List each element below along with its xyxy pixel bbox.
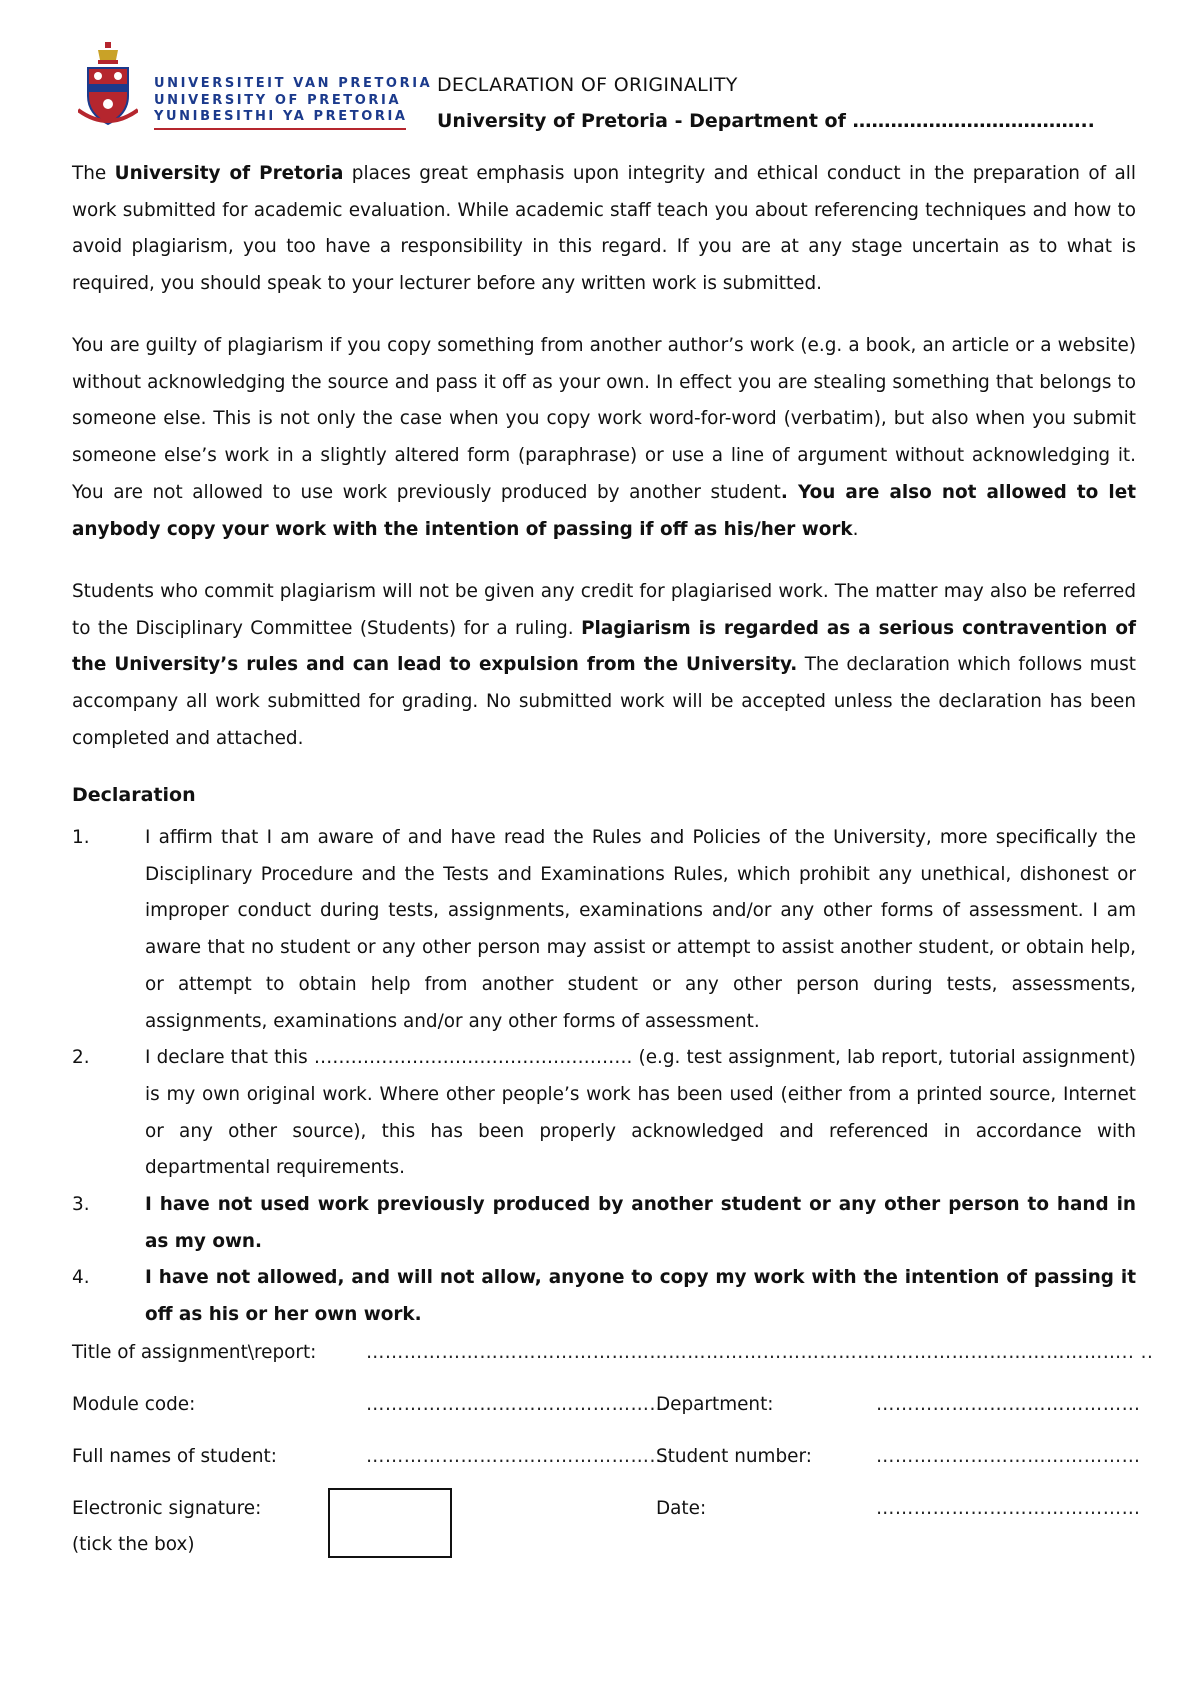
signature-hint: (tick the box): [72, 1534, 195, 1555]
university-name-english: UNIVERSITY OF PRETORIA: [154, 92, 402, 108]
item-text: I affirm that I am aware of and have read the Rules and Policies of the University, more specifically the Disciplinary Procedure and the Tests and Examinations Rules, which prohibit any unethical, dishonest or improper conduct during tests, assignments, examinations and/or any other forms of assessment. I am aware that no student or any other person may assist or attempt to assist another student, or obtain help, or attempt to obtain help from another student or any other person during tests, assessments, assignments, examinations and/or any other forms of assessment.: [145, 827, 1136, 1032]
student-number-label: Student number:: [656, 1446, 812, 1467]
item-number: 4.: [72, 1267, 90, 1289]
item-text: I declare that this ……………………………………………. (e.g. test assignment, lab report, tutorial assignment) is my own original work. Where other people’s work has been used (either from a printed source, Internet or any other source), this has been properly acknowledged and referenced in accordance with departmental requirements.: [145, 1047, 1136, 1179]
declaration-item: [72, 1187, 1136, 1260]
document-title: DECLARATION OF ORIGINALITY: [437, 74, 738, 96]
full-names-field[interactable]: …………………………………………: [366, 1446, 669, 1467]
signature-checkbox[interactable]: [328, 1488, 452, 1558]
module-code-label: Module code:: [72, 1394, 196, 1415]
declaration-item: [72, 1040, 1136, 1187]
title-label: Title of assignment\report:: [72, 1342, 317, 1363]
university-name-afrikaans: UNIVERSITEIT VAN PRETORIA: [154, 76, 433, 91]
item-number: 3.: [72, 1194, 90, 1216]
declaration-item: [72, 820, 1136, 1040]
intro-paragraph-3: Students who commit plagiarism will not be given any credit for plagiarised work. The matter may also be referred to the Disciplinary Committee (Students) for a ruling. Plagiarism is regarded as a serious contravention of the University’s rules and can lead to expulsion from the University. The declaration which follows must accompany all work submitted for grading. No submitted work will be accepted unless the declaration has been completed and attached.: [72, 581, 1136, 749]
signature-label: Electronic signature:: [72, 1498, 262, 1519]
title-field[interactable]: ………………………………………………………………………………………………………….. ..: [366, 1342, 1154, 1363]
declaration-heading: Declaration: [72, 784, 196, 806]
module-code-field[interactable]: …………………………………………: [366, 1394, 669, 1415]
date-field[interactable]: ……………………………………: [876, 1498, 1141, 1519]
department-field[interactable]: ……………………………………: [876, 1394, 1141, 1415]
university-names: [154, 76, 432, 126]
intro-paragraph-2: You are guilty of plagiarism if you copy something from another author’s work (e.g. a book, an article or a website) without acknowledging the source and pass it off as your own. In effect you are stealing something that belongs to someone else. This is not only the case when you copy work word-for-word (verbatim), but also when you submit someone else’s work in a slightly altered form (paraphrase) or use a line of argument without acknowledging it. You are not allowed to use work previously produced by another student. You are also not allowed to let anybody copy your work with the intention of passing if off as his/her work.: [72, 335, 1136, 540]
item-number: 1.: [72, 827, 90, 848]
intro-paragraph-1: The University of Pretoria places great emphasis upon integrity and ethical conduct in the preparation of all work submitted for academic evaluation. While academic staff teach you about referencing techniques and how to avoid plagiarism, you too have a responsibility in this regard. If you are at any stage uncertain as to what is required, you should speak to your lecturer before any written work is submitted.: [72, 163, 1137, 295]
logo-underline: [154, 128, 406, 130]
department-label: Department:: [656, 1394, 774, 1415]
declaration-list: [72, 820, 1136, 1334]
item-number: 2.: [72, 1047, 90, 1069]
item-text: I have not used work previously produced by another student or any other person to hand in as my own.: [145, 1194, 1136, 1252]
declaration-item: [72, 1260, 1136, 1333]
item-text: I have not allowed, and will not allow, anyone to copy my work with the intention of passing it off as his or her own work.: [145, 1267, 1136, 1326]
student-number-field[interactable]: ……………………………………: [876, 1446, 1141, 1467]
date-label: Date:: [656, 1498, 707, 1519]
university-crest-icon: [78, 40, 138, 128]
full-names-label: Full names of student:: [72, 1446, 277, 1467]
university-name-sepedi: YUNIBESITHI YA PRETORIA: [154, 109, 408, 124]
department-line: University of Pretoria - Department of ………………………………..: [437, 110, 1095, 132]
